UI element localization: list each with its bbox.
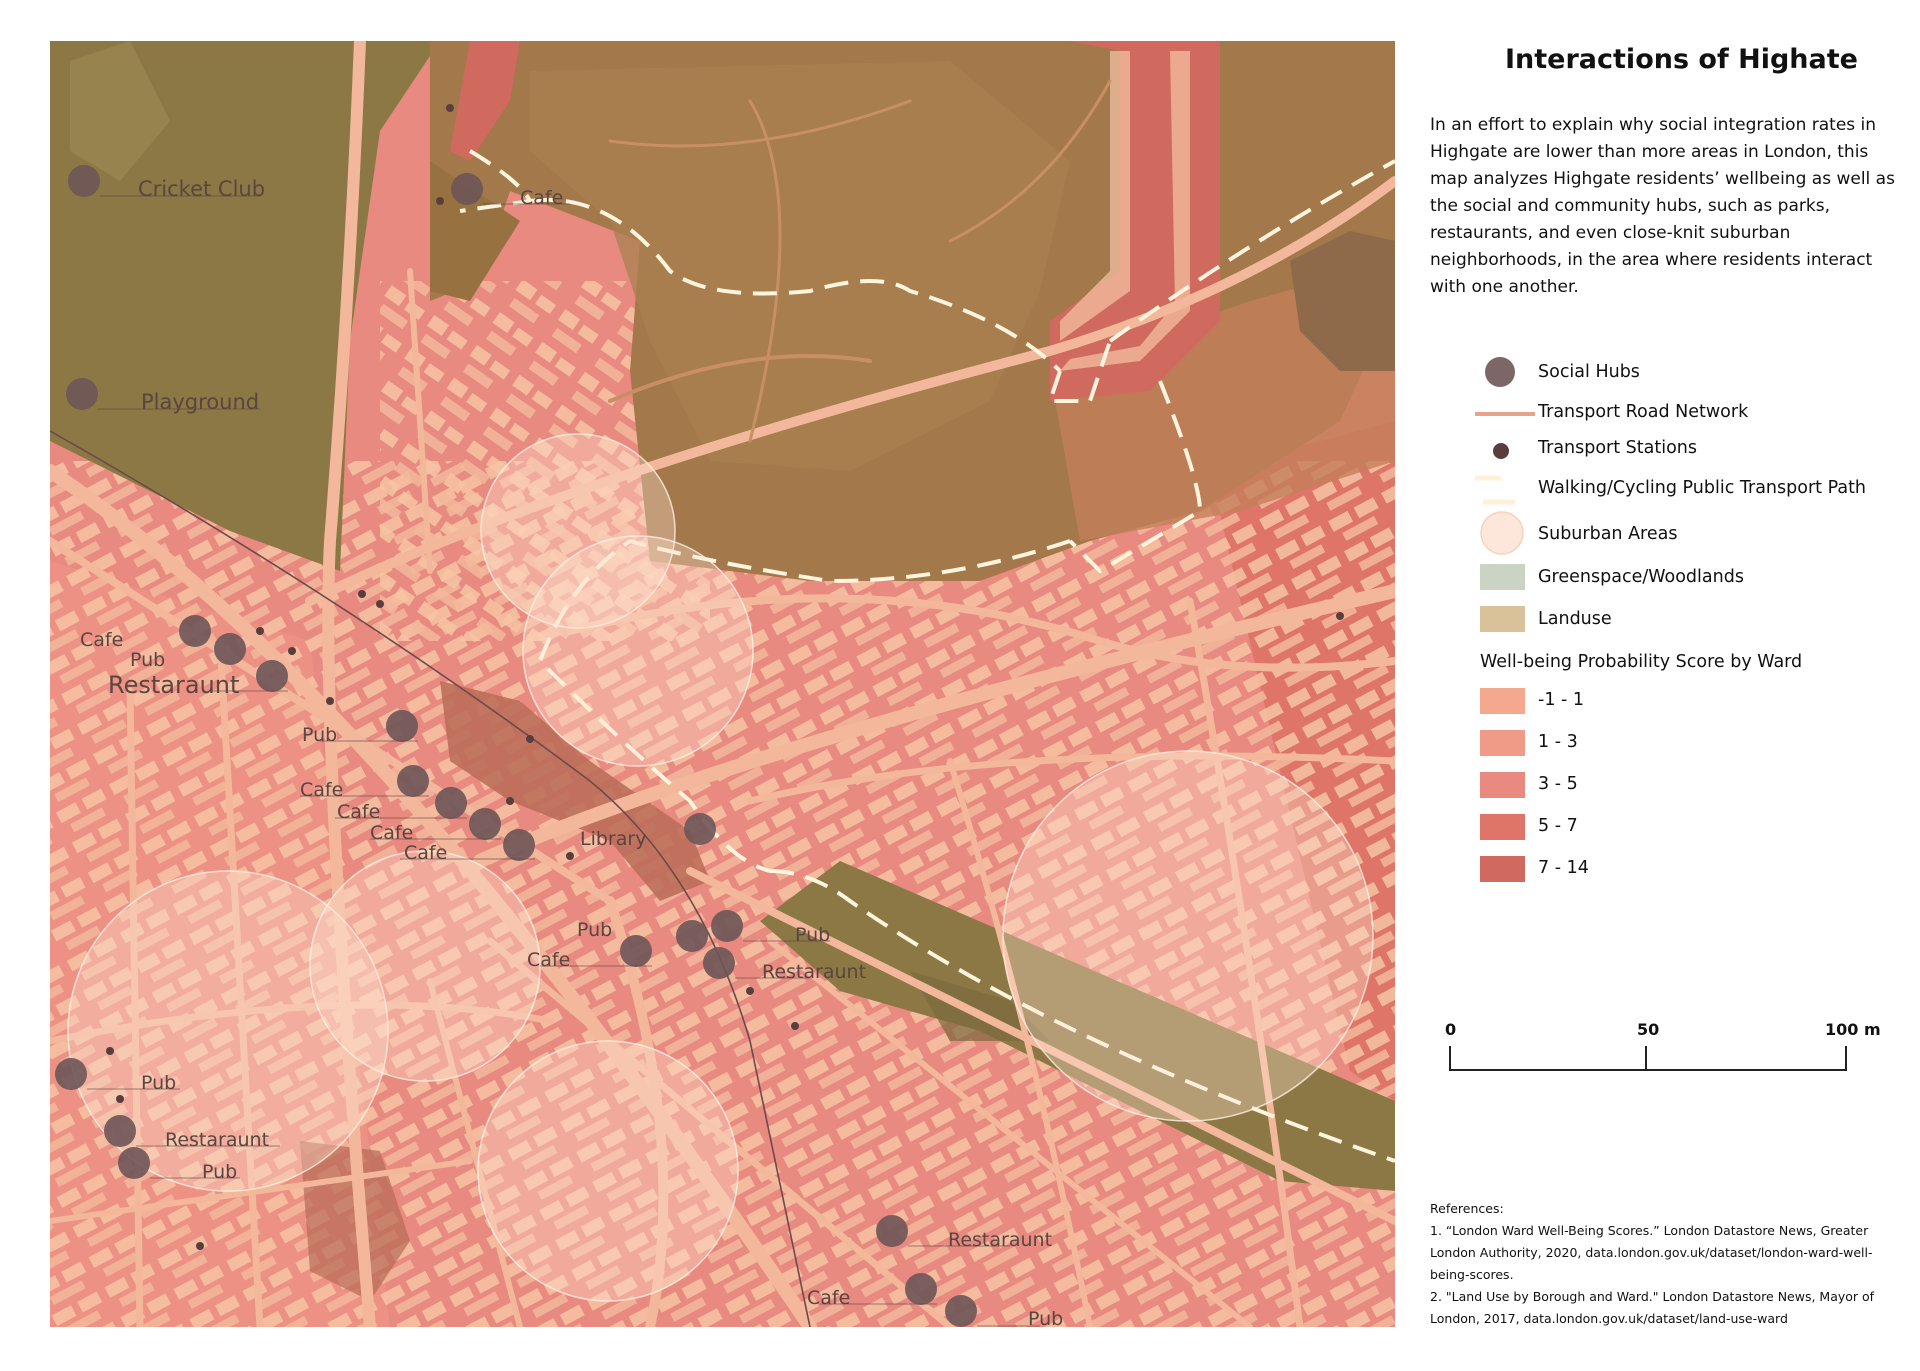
label-restaurant-se: Restaraunt <box>948 1229 1053 1251</box>
map-canvas <box>50 41 1395 1327</box>
legend-label: Transport Stations <box>1538 438 1698 458</box>
legend-greenspace <box>1420 564 1900 598</box>
score-label: -1 - 1 <box>1538 690 1585 710</box>
label-pub-centre: Pub <box>302 724 338 746</box>
legend-social-hubs <box>1420 356 1900 390</box>
label-restaurant-west: Restaraunt <box>108 671 240 699</box>
legend-suburban-areas <box>1420 510 1900 544</box>
reference-1: 1. “London Ward Well-Being Scores.” London Datastore News, Greater London Authority, 2020, data.london.gov.uk/dataset/london-ward-well-being-scores. <box>1430 1223 1873 1282</box>
label-pub-se: Pub <box>1028 1308 1064 1327</box>
legend-label: Social Hubs <box>1538 362 1640 382</box>
score-label: 3 - 5 <box>1538 774 1578 794</box>
score-swatch <box>1480 856 1525 882</box>
legend-walking-path <box>1420 472 1900 506</box>
legend-label: Walking/Cycling Public Transport Path <box>1538 478 1867 498</box>
label-pub-rail: Pub <box>795 924 831 946</box>
label-pub-west: Pub <box>130 649 166 671</box>
label-pub-south: Pub <box>577 919 613 941</box>
station-symbol <box>1491 441 1511 461</box>
label-cafe-se: Cafe <box>807 1287 851 1309</box>
scale-label-50: 50 <box>1637 1020 1660 1039</box>
label-cafe-north: Cafe <box>520 187 564 209</box>
label-pub-sw: Pub <box>141 1072 177 1094</box>
scale-bar-graphic <box>1448 1044 1848 1074</box>
label-restaurant-rail: Restaraunt <box>762 961 867 983</box>
references <box>1430 1198 1900 1330</box>
reference-2: 2. "Land Use by Borough and Ward." London Datastore News, Mayor of London, 2017, data.london.gov.uk/dataset/land-use-ward <box>1430 1289 1875 1326</box>
label-cafe-south: Cafe <box>527 949 571 971</box>
score-swatch <box>1480 730 1525 756</box>
label-library: Library <box>580 828 647 850</box>
scale-label-0: 0 <box>1445 1020 1457 1039</box>
greenspace-symbol <box>1480 564 1525 590</box>
label-cafe-1: Cafe <box>300 779 344 801</box>
references-heading: References: <box>1430 1201 1504 1216</box>
suburban-symbol <box>1479 510 1525 556</box>
score-class <box>1480 856 1780 884</box>
legend-road-network <box>1420 397 1900 431</box>
scale-bar <box>1445 1020 1881 1080</box>
score-label: 5 - 7 <box>1538 816 1578 836</box>
label-pub-sw2: Pub <box>202 1161 238 1183</box>
score-label: 7 - 14 <box>1538 858 1589 878</box>
legend-label: Transport Road Network <box>1538 402 1749 422</box>
map-description: In an effort to explain why social integration rates in Highgate are lower than more areas in London, this map analyzes Highgate residents’ wellbeing as well as the social and community hubs, such as parks, restaurants, and even close-knit suburban neighborhoods, in the area where residents interact with one another. <box>1430 115 1895 297</box>
label-playground: Playground <box>141 390 260 414</box>
score-legend-heading: Well-being Probability Score by Ward <box>1480 652 1803 672</box>
score-swatch <box>1480 814 1525 840</box>
score-class <box>1480 814 1780 842</box>
score-label: 1 - 3 <box>1538 732 1578 752</box>
path-symbol <box>1475 472 1535 508</box>
score-class <box>1480 688 1780 716</box>
legend-label: Greenspace/Woodlands <box>1538 567 1744 587</box>
map-title: Interactions of Highate <box>1505 44 1858 75</box>
label-cricket-club: Cricket Club <box>138 177 266 201</box>
label-cafe-west: Cafe <box>80 629 124 651</box>
landuse-symbol <box>1480 606 1525 632</box>
score-class <box>1480 772 1780 800</box>
label-cafe-2: Cafe <box>337 801 381 823</box>
label-cafe-3: Cafe <box>370 822 414 844</box>
road-symbol <box>1475 409 1535 419</box>
social-hub-symbol <box>1483 355 1517 389</box>
legend-label: Suburban Areas <box>1538 524 1678 544</box>
legend-landuse <box>1420 606 1900 640</box>
legend-transport-stations <box>1420 433 1900 467</box>
map-frame <box>50 41 1395 1327</box>
score-swatch <box>1480 688 1525 714</box>
label-restaurant-sw: Restaraunt <box>165 1129 270 1151</box>
label-cafe-4: Cafe <box>404 842 448 864</box>
legend-label: Landuse <box>1538 609 1612 629</box>
score-class <box>1480 730 1780 758</box>
scale-label-100: 100 m <box>1825 1020 1881 1039</box>
score-swatch <box>1480 772 1525 798</box>
